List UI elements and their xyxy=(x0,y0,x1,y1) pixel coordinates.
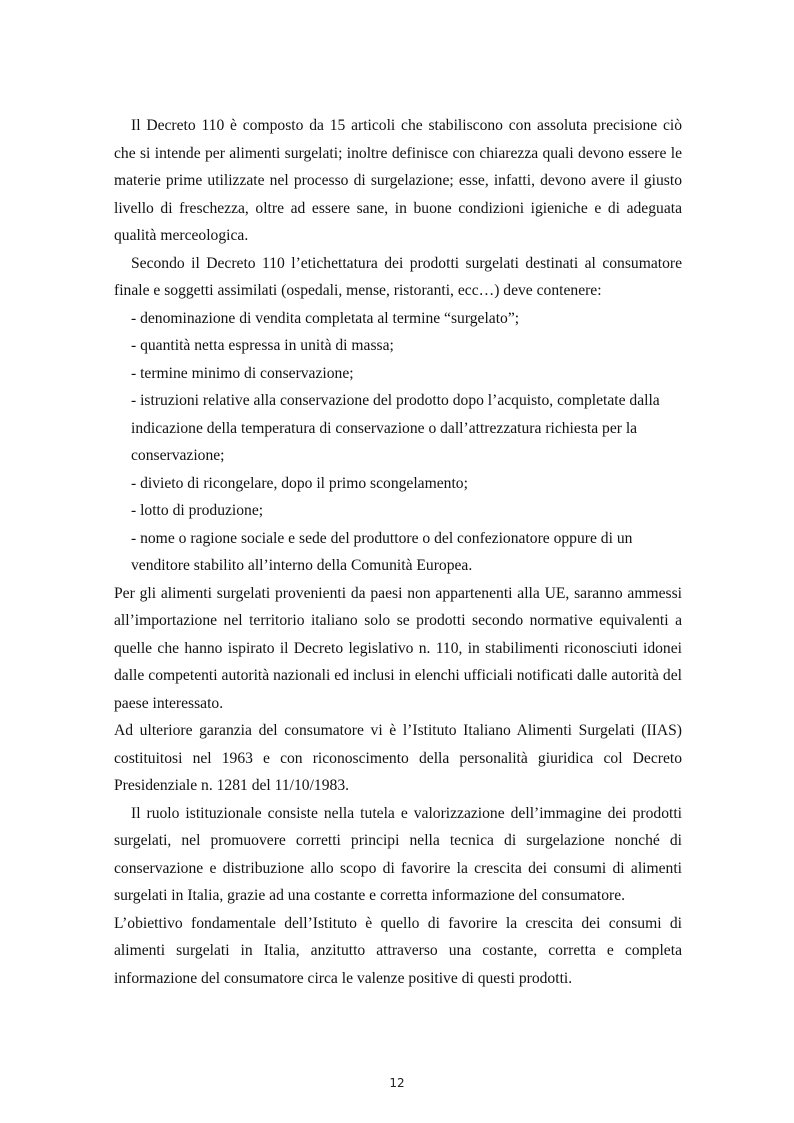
labeling-requirements-list xyxy=(114,305,682,580)
paragraph-labeling-intro: Secondo il Decreto 110 l’etichettatura dei prodotti surgelati destinati al consumatore finale e soggetti assimilati (ospedali, mense, ristoranti, ecc…) deve contenere: xyxy=(114,254,682,299)
paragraph-import-rules: Per gli alimenti surgelati provenienti da paesi non appartenenti alla UE, saranno ammessi all’importazione nel territorio italiano solo se prodotti secondo normative equivalenti a quelle che hanno ispirato il Decreto legislativo n. 110, in stabilimenti riconosciuti idonei dalle competenti autorità nazionali ed inclusi in elenchi ufficiali notificati dalle autorità del paese interessato. xyxy=(114,584,682,712)
list-item: - istruzioni relative alla conservazione del prodotto dopo l’acquisto, completate dalla indicazione della temperatura di conservazione o dall’attrezzatura richiesta per la conservazione; xyxy=(131,392,660,464)
page-number: 12 xyxy=(389,1076,405,1090)
list-item: - lotto di produzione; xyxy=(131,502,264,519)
paragraph-decreto-110-overview: Il Decreto 110 è composto da 15 articoli che stabiliscono con assoluta precisione ciò che si intende per alimenti surgelati; inoltre definisce con chiarezza quali devono essere le materie prime utilizzate nel processo di surgelazione; esse, infatti, devono avere il giusto livello di freschezza, oltre ad essere sane, in buone condizioni igieniche e di adeguata qualità merceologica. xyxy=(114,117,682,244)
list-item: - termine minimo di conservazione; xyxy=(131,364,354,382)
paragraph-institutional-role: Il ruolo istituzionale consiste nella tutela e valorizzazione dell’immagine dei prodotti surgelati, nel promuovere corretti principi nella tecnica di surgelazione nonché di conservazione e distribuzione allo scopo di favorire la crescita dei consumi di alimenti surgelati in Italia, grazie ad una costante e corretta informazione del consumatore. xyxy=(114,804,682,904)
body-text xyxy=(114,112,682,992)
paragraph-institute-objective: L’obiettivo fondamentale dell’Istituto è quello di favorire la crescita dei consumi di alimenti surgelati in Italia, anzitutto attraverso una costante, corretta e completa informazione del consumatore circa le valenze positive di questi prodotti. xyxy=(114,914,682,987)
list-item: - divieto di ricongelare, dopo il primo scongelamento; xyxy=(131,474,468,492)
list-item: - denominazione di vendita completata al termine “surgelato”; xyxy=(131,309,520,327)
paragraph-iias-guarantee: Ad ulteriore garanzia del consumatore vi è l’Istituto Italiano Alimenti Surgelati (IIAS) costituitosi nel 1963 e con riconoscimento della personalità giuridica col Decreto Presidenziale n. 1281 del 11/10/1983. xyxy=(114,722,682,794)
list-item: - nome o ragione sociale e sede del produttore o del confezionatore oppure di un venditore stabilito all’interno della Comunità Europea. xyxy=(131,529,633,574)
list-item: - quantità netta espressa in unità di massa; xyxy=(131,337,394,354)
